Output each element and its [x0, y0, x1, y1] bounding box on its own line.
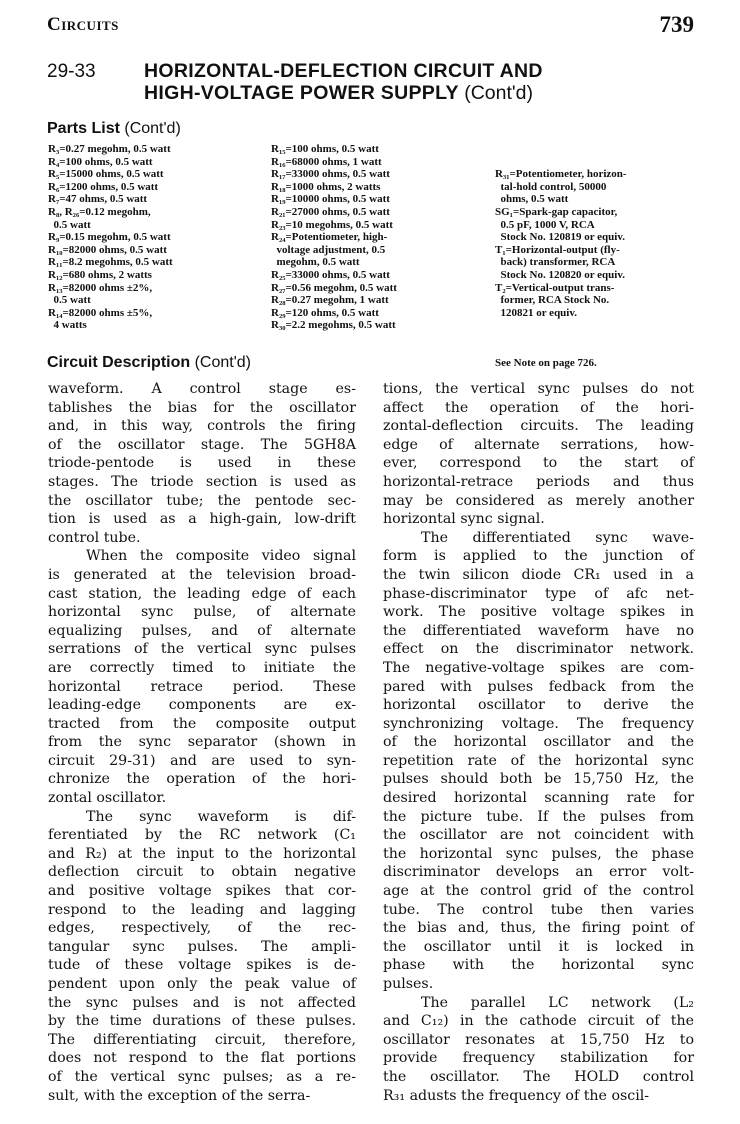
body-line: The differentiated sync wave-: [421, 529, 694, 546]
body-line: The differentiating circuit, therefore,: [48, 1031, 356, 1048]
body-line: circuit 29-31) and are used to syn-: [48, 752, 356, 769]
body-line: ferentiated by the RC network (C₁: [48, 827, 356, 844]
body-line: age at the control grid of the control: [383, 883, 694, 900]
body-line: the sync pulses and is not affected: [48, 994, 356, 1011]
body-line: are correctly timed to initiate the: [48, 659, 356, 676]
body-line: the twin silicon diode CR₁ used in a: [383, 566, 694, 583]
body-line: horizontal sync signal.: [383, 511, 545, 528]
body-text-right-column: [383, 380, 694, 1105]
body-line: from the sync separator (shown in: [48, 734, 356, 751]
body-line: pulses should both be 15,750 Hz, the: [383, 771, 694, 788]
body-line: pared with pulses fedback from the: [383, 678, 694, 695]
page-number: 739: [659, 12, 694, 37]
body-line: tangular sync pulses. The ampli-: [48, 938, 356, 955]
body-line: waveform. A control stage es-: [48, 381, 356, 397]
body-line: form is applied to the junction of: [383, 548, 694, 565]
body-line: pulses.: [383, 976, 434, 992]
section-title: [144, 60, 543, 104]
body-line: phase-discriminator type of afc net-: [383, 585, 694, 602]
body-line: provide frequency stabilization for: [383, 1050, 694, 1067]
body-line: the oscillator. The HOLD control: [383, 1068, 694, 1085]
section-number: 29-33: [47, 61, 96, 82]
parts-list-heading-text: Parts List: [47, 120, 120, 137]
body-line: the bias and, thus, the firing point of: [383, 920, 694, 937]
body-line: The sync waveform is dif-: [86, 808, 356, 825]
parts-list-heading-cont: (Cont'd): [124, 120, 181, 137]
body-line: phase with the horizontal sync: [383, 957, 694, 974]
body-line: chronize the operation of the hori-: [48, 771, 356, 788]
body-line: horizontal sync pulse, of alternate: [48, 604, 356, 621]
body-line: the oscillator tube; the pentode sec-: [48, 492, 356, 509]
running-header: [47, 14, 694, 38]
section-title-line1: HORIZONTAL-DEFLECTION CIRCUIT AND: [144, 60, 543, 82]
body-line: discriminator develops an error volt-: [383, 864, 694, 881]
body-line: work. The positive voltage spikes in: [383, 604, 694, 621]
body-line: of the oscillator stage. The 5GH8A: [48, 436, 356, 453]
body-line: tablishes the bias for the oscillator: [48, 399, 356, 416]
body-line: R₃₁ adusts the frequency of the oscil-: [383, 1087, 650, 1104]
body-line: and R₂) at the input to the horizontal: [48, 845, 356, 862]
body-line: synchronizing voltage. The frequency: [383, 715, 694, 732]
body-line: tude of these voltage spikes is de-: [48, 957, 356, 974]
body-line: and C₁₂) in the cathode circuit of the: [383, 1013, 694, 1030]
circuit-description-heading-cont: (Cont'd): [194, 354, 251, 371]
body-line: zontal-deflection circuits. The leading: [383, 418, 694, 435]
body-line: of the vertical sync pulses; as a re-: [48, 1068, 356, 1085]
body-line: horizontal oscillator to derive the: [383, 697, 694, 714]
body-line: The parallel LC network (L₂: [421, 994, 694, 1011]
parts-list-column-2: R₁₅=100 ohms, 0.5 watt R₁₆=68000 ohms, 1 watt R₁₇=33000 ohms, 0.5 watt R₁₈=1000 ohms, 2 watts R₁₉=10000 ohms, 0.5 watt R₂₁=27000 ohms, 0.5 watt R₂₃=10 megohms, 0.5 watt R₂₄=Potentiometer, high- voltage adjustment, 0.5 megohm, 0.5 watt R₂₅=33000 ohms, 0.5 watt R₂₇=0.56 megohm, 0.5 watt R₂₈=0.27 megohm, 1 watt R₂₉=120 ohms, 0.5 watt R₃₀=2.2 megohms, 0.5 watt: [271, 143, 397, 332]
running-head-section: Circuits: [47, 14, 119, 35]
body-line: control tube.: [48, 529, 141, 546]
body-line: and positive voltage spikes that cor-: [48, 883, 356, 900]
body-line: tracted from the composite output: [48, 715, 356, 732]
body-line: equalizing pulses, and of alternate: [48, 622, 356, 639]
section-title-cont: (Cont'd): [464, 82, 533, 104]
body-line: leading-edge components are ex-: [48, 697, 356, 714]
body-line: effect on the discriminator network.: [383, 641, 694, 658]
body-line: edges, respectively, of the rec-: [48, 920, 356, 937]
body-line: of the horizontal oscillator and the: [383, 734, 694, 751]
circuit-description-heading: [47, 354, 251, 372]
body-text-left-column: [48, 380, 356, 1105]
body-line: horizontal-retrace periods and thus: [383, 473, 694, 490]
body-line: oscillator resonates at 15,750 Hz to: [383, 1031, 694, 1048]
parts-list-column-1: R₃=0.27 megohm, 0.5 watt R₄=100 ohms, 0.5 watt R₅=15000 ohms, 0.5 watt R₆=1200 ohms, 0.5 watt R₇=47 ohms, 0.5 watt R₈, R₂₆=0.12 megohm, 0.5 watt R₉=0.15 megohm, 0.5 watt R₁₀=82000 ohms, 0.5 watt R₁₁=8.2 megohms, 0.5 watt R₁₂=680 ohms, 2 watts R₁₃=82000 ohms ±2%, 0.5 watt R₁₄=82000 ohms ±5%, 4 watts: [48, 143, 173, 332]
body-line: triode-pentode is used in these: [48, 455, 356, 472]
body-line: zontal oscillator.: [48, 790, 167, 807]
body-line: tube. The control tube then varies: [383, 901, 694, 918]
body-line: the horizontal sync pulses, the phase: [383, 845, 694, 862]
body-line: the oscillator until it is locked in: [383, 938, 694, 955]
body-line: pendent upon only the peak value of: [48, 976, 356, 992]
body-line: the differentiated waveform have no: [383, 622, 694, 639]
body-line: sult, with the exception of the serra-: [48, 1087, 311, 1104]
body-line: When the composite video signal: [86, 548, 356, 565]
body-line: respond to the leading and lagging: [48, 901, 356, 918]
section-title-line2-text: HIGH-VOLTAGE POWER SUPPLY: [144, 82, 459, 104]
body-line: may be considered as merely another: [383, 492, 694, 509]
parts-list-note: See Note on page 726.: [495, 356, 597, 369]
parts-list-column-3: [495, 143, 627, 394]
body-line: The negative-voltage spikes are com-: [383, 659, 694, 676]
body-line: is generated at the television broad-: [48, 566, 356, 583]
body-line: affect the operation of the hori-: [383, 399, 694, 416]
body-line: edge of alternate serrations, how-: [383, 436, 694, 453]
body-line: tion is used as a high-gain, low-drift: [48, 511, 356, 528]
body-line: serrations of the vertical sync pulses: [48, 641, 356, 658]
section-title-line2: [144, 82, 543, 104]
body-line: ever, correspond to the start of: [383, 455, 694, 472]
body-line: cast station, the leading edge of each: [48, 585, 356, 602]
body-line: by the time durations of these pulses.: [48, 1013, 356, 1030]
body-line: desired horizontal scanning rate for: [383, 790, 694, 807]
body-line: deflection circuit to obtain negative: [48, 864, 356, 881]
body-line: stages. The triode section is used as: [48, 473, 356, 490]
parts-list-heading: [47, 120, 181, 138]
body-line: does not respond to the flat portions: [48, 1050, 356, 1067]
circuit-description-heading-text: Circuit Description: [47, 354, 191, 371]
body-line: the picture tube. If the pulses from: [383, 808, 694, 825]
body-line: repetition rate of the horizontal sync: [383, 752, 694, 769]
body-line: the oscillator are not coincident with: [383, 827, 694, 844]
parts-list-column-3-items: R₃₁=Potentiometer, horizon- tal-hold control, 50000 ohms, 0.5 watt SG₁=Spark-gap capacitor, 0.5 pF, 1000 V, RCA Stock No. 120819 or equiv. T₁=Horizontal-output (fly- back) transformer, RCA Stock No. 120820 or equiv. T₂=Vertical-output trans- former, RCA Stock No. 120821 or equiv.: [495, 168, 627, 319]
body-line: tions, the vertical sync pulses do not: [383, 381, 694, 397]
body-line: horizontal retrace period. These: [48, 678, 356, 695]
body-line: and, in this way, controls the firing: [48, 418, 356, 435]
